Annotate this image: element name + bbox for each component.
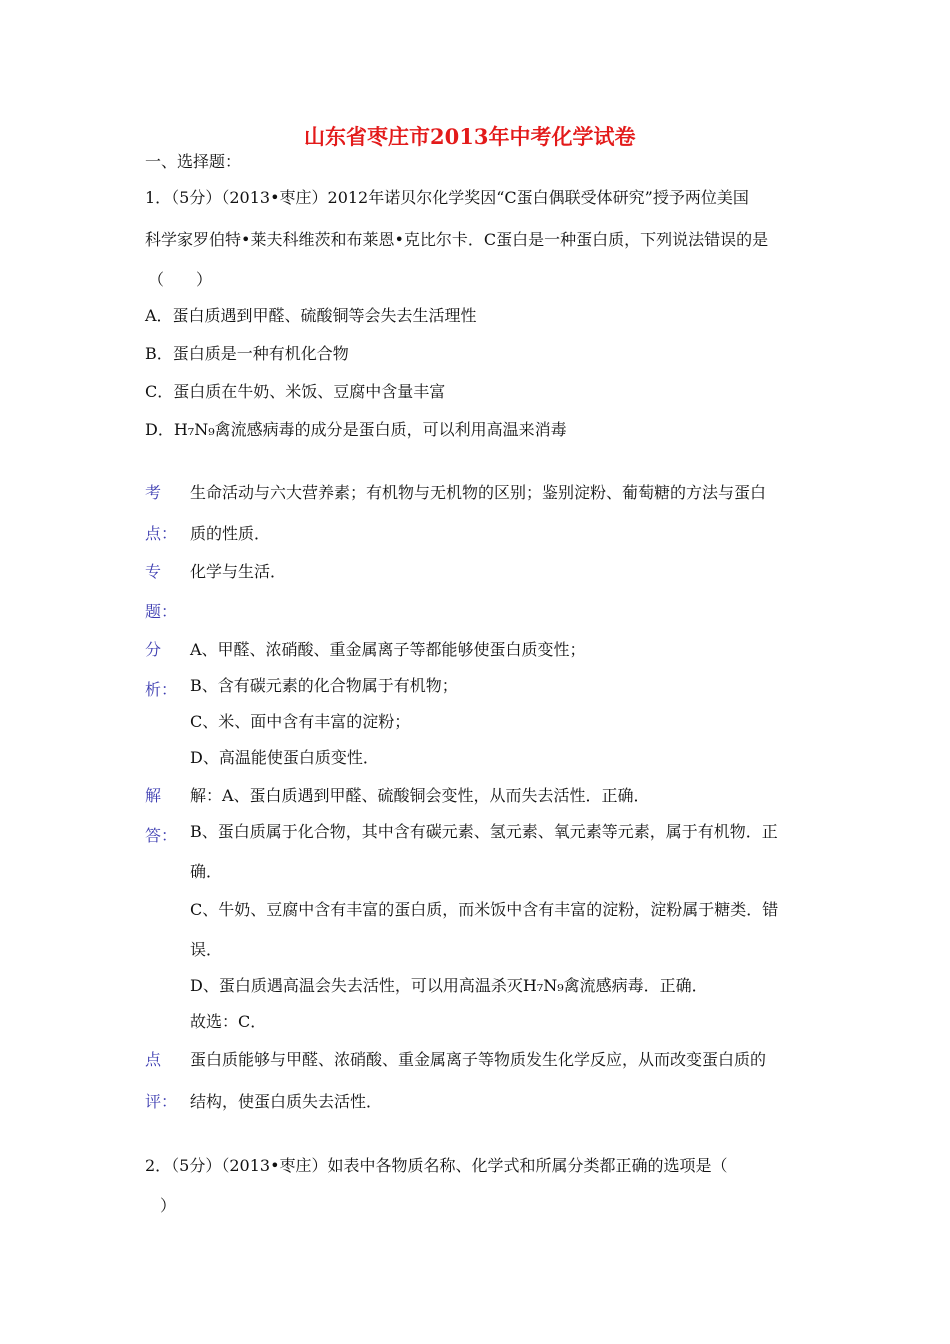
- jieda-line-4: C、牛奶、豆腐中含有丰富的蛋白质，而米饭中含有丰富的淀粉，淀粉属于糖类．错: [190, 900, 779, 919]
- q1-option-d: D．H₇N₉禽流感病毒的成分是蛋白质，可以利用高温来消毒: [145, 420, 567, 439]
- fenxi-label-2: 析：: [145, 680, 178, 699]
- q2-stem-line-2: ）: [160, 1196, 177, 1215]
- jieda-label-2: 答：: [145, 826, 178, 845]
- fenxi-line-1: A、甲醛、浓硝酸、重金属离子等都能够使蛋白质变性；: [190, 640, 586, 659]
- q1-stem-line-1: 1．（5分）（2013•枣庄）2012年诺贝尔化学奖因“C蛋白偶联受体研究”授予两位美国: [145, 188, 749, 207]
- fenxi-label-1: 分: [145, 640, 162, 659]
- fenxi-line-4: D、高温能使蛋白质变性．: [190, 748, 379, 767]
- kaodian-label-1: 考: [145, 483, 162, 502]
- q1-option-b: B．蛋白质是一种有机化合物: [145, 344, 349, 363]
- jieda-label-1: 解: [145, 786, 162, 805]
- zhuanti-label-1: 专: [145, 562, 162, 581]
- fenxi-line-2: B、含有碳元素的化合物属于有机物；: [190, 676, 458, 695]
- q1-stem-line-3: （ ）: [148, 270, 213, 289]
- kaodian-label-2: 点：: [145, 524, 178, 543]
- q2-stem-line-1: 2．（5分）（2013•枣庄）如表中各物质名称、化学式和所属分类都正确的选项是（: [145, 1156, 728, 1175]
- zhuanti-line-1: 化学与生活．: [190, 562, 287, 581]
- dianping-label-1: 点: [145, 1050, 162, 1069]
- kaodian-line-2: 质的性质．: [190, 524, 271, 543]
- q1-option-c: C．蛋白质在牛奶、米饭、豆腐中含量丰富: [145, 382, 446, 401]
- dianping-line-2: 结构，使蛋白质失去活性．: [190, 1092, 383, 1111]
- jieda-line-2: B、蛋白质属于化合物，其中含有碳元素、氢元素、氧元素等元素，属于有机物．正: [190, 822, 778, 841]
- jieda-line-6: D、蛋白质遇高温会失去活性，可以用高温杀灭H₇N₉禽流感病毒．正确．: [190, 976, 708, 995]
- jieda-line-3: 确．: [190, 862, 223, 881]
- jieda-line-1: 解：A、蛋白质遇到甲醛、硫酸铜会变性，从而失去活性．正确．: [190, 786, 650, 805]
- section-heading: 一、选择题：: [145, 152, 242, 171]
- fenxi-line-3: C、米、面中含有丰富的淀粉；: [190, 712, 411, 731]
- dianping-label-2: 评：: [145, 1092, 178, 1111]
- q1-option-a: A．蛋白质遇到甲醛、硫酸铜等会失去生活理性: [145, 306, 477, 325]
- dianping-line-1: 蛋白质能够与甲醛、浓硝酸、重金属离子等物质发生化学反应，从而改变蛋白质的: [190, 1050, 767, 1069]
- jieda-line-7: 故选：C．: [190, 1012, 267, 1031]
- q1-stem-line-2: 科学家罗伯特•莱夫科维茨和布莱恩•克比尔卡．C蛋白是一种蛋白质，下列说法错误的是: [145, 230, 769, 249]
- kaodian-line-1: 生命活动与六大营养素；有机物与无机物的区别；鉴别淀粉、葡萄糖的方法与蛋白: [190, 483, 767, 502]
- page-title: 山东省枣庄市2013年中考化学试卷: [304, 124, 636, 149]
- zhuanti-label-2: 题：: [145, 602, 178, 621]
- jieda-line-5: 误．: [190, 940, 223, 959]
